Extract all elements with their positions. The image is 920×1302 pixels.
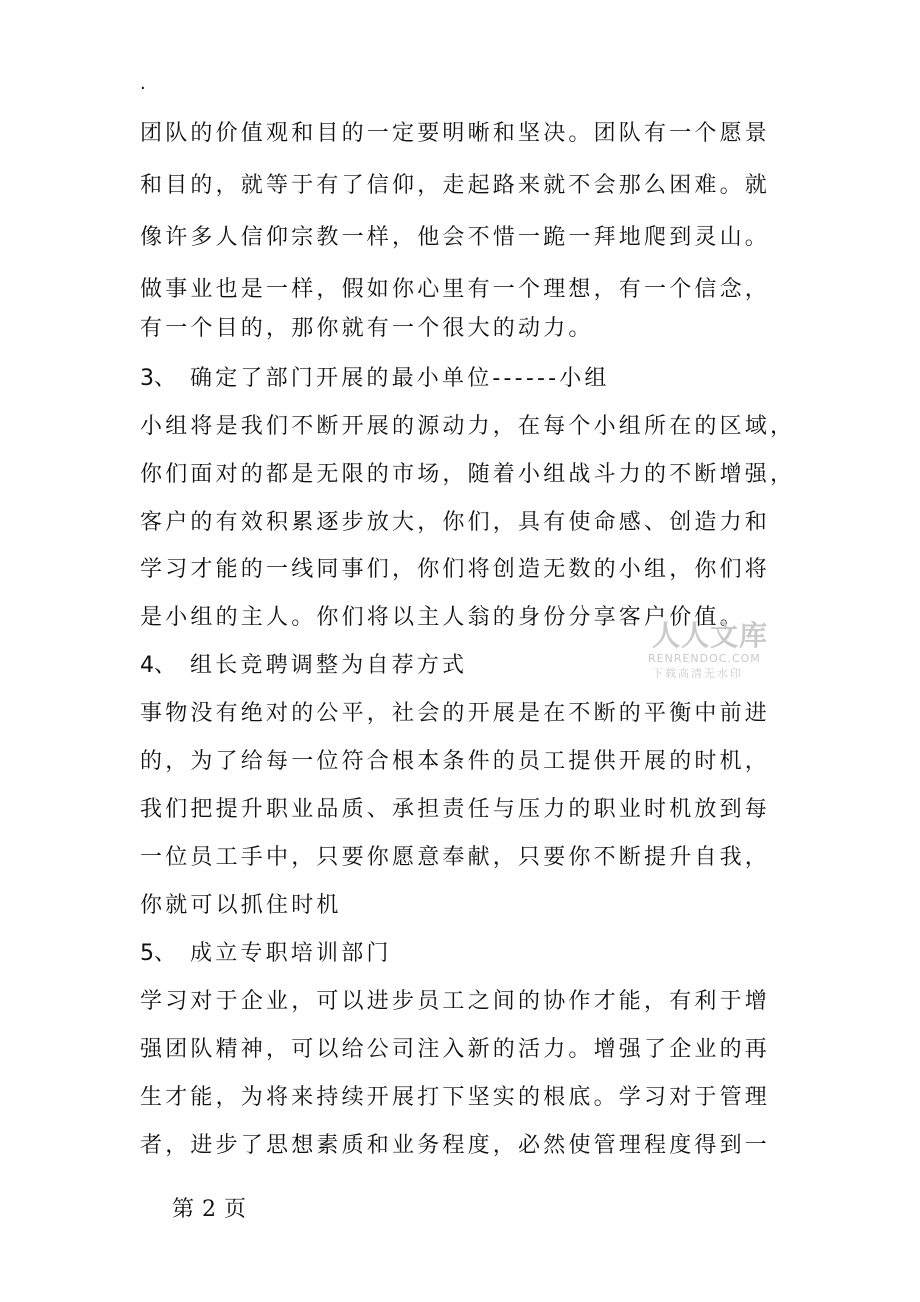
paragraph-line: 像许多人信仰宗教一样，他会不惜一跪一拜地爬到灵山。 [140,225,771,250]
paragraph-line: 和目的，就等于有了信仰，走起路来就不会那么困难。就 [140,173,771,198]
paragraph-line: 你们面对的都是无限的市场，随着小组战斗力的不断增强， [140,462,796,487]
watermark-domain: RENRENDOC.COM [648,652,761,665]
section-heading-5 [140,939,392,969]
paragraph-line: 事物没有绝对的公平，社会的开展是在不断的平衡中前进 [140,701,771,726]
section-number: 3、 [140,366,176,391]
paragraph-line: 学习对于企业，可以进步员工之间的协作才能，有利于增 [140,989,771,1014]
paragraph-line: 你就可以抓住时机 [140,893,342,918]
section-number: 5、 [140,941,176,966]
watermark-subtitle: 下载高清无水印 [652,667,743,680]
page-footer [172,1195,254,1225]
section-title: 组长竞聘调整为自荐方式 [190,653,468,678]
paragraph-line: 一位员工手中，只要你愿意奉献，只要你不断提升自我， [140,845,771,870]
paragraph-line: 客户的有效积累逐步放大，你们，具有使命感、创造力和 [140,510,771,535]
section-heading-4 [140,651,467,681]
paragraph-line: 做事业也是一样，假如你心里有一个理想，有一个信念， [140,277,771,302]
section-title: 成立专职培训部门 [190,941,392,966]
paragraph-line: 小组将是我们不断开展的源动力，在每个小组所在的区域， [140,414,796,439]
paragraph-line: 我们把提升职业品质、承担责任与压力的职业时机放到每 [140,797,771,822]
page-suffix: 页 [224,1197,247,1222]
paragraph-line: 是小组的主人。你们将以主人翁的身份分享客户价值。 [140,605,745,630]
watermark-title: 人人文库 [652,619,769,652]
section-heading-3 [140,364,610,394]
paragraph-line: 生才能，为将来持续开展打下坚实的根底。学习对于管理 [140,1085,771,1110]
page-prefix: 第 [172,1197,195,1222]
paragraph-line: 学习才能的一线同事们，你们将创造无数的小组，你们将 [140,557,771,582]
paragraph-line: 者，进步了思想素质和业务程度，必然使管理程度得到一 [140,1133,771,1158]
section-number: 4、 [140,653,176,678]
section-title: 确定了部门开展的最小单位------小组 [190,366,610,391]
top-mark: . [140,73,146,94]
paragraph-line: 强团队精神，可以给公司注入新的活力。增强了企业的再 [140,1037,771,1062]
paragraph-line: 有一个目的，那你就有一个很大的动力。 [140,316,594,341]
paragraph-line: 的，为了给每一位符合根本条件的员工提供开展的时机， [140,749,771,774]
paragraph-line: 团队的价值观和目的一定要明晰和坚决。团队有一个愿景 [140,121,771,146]
watermark-logo [646,620,776,684]
page-number: 2 [202,1197,217,1222]
